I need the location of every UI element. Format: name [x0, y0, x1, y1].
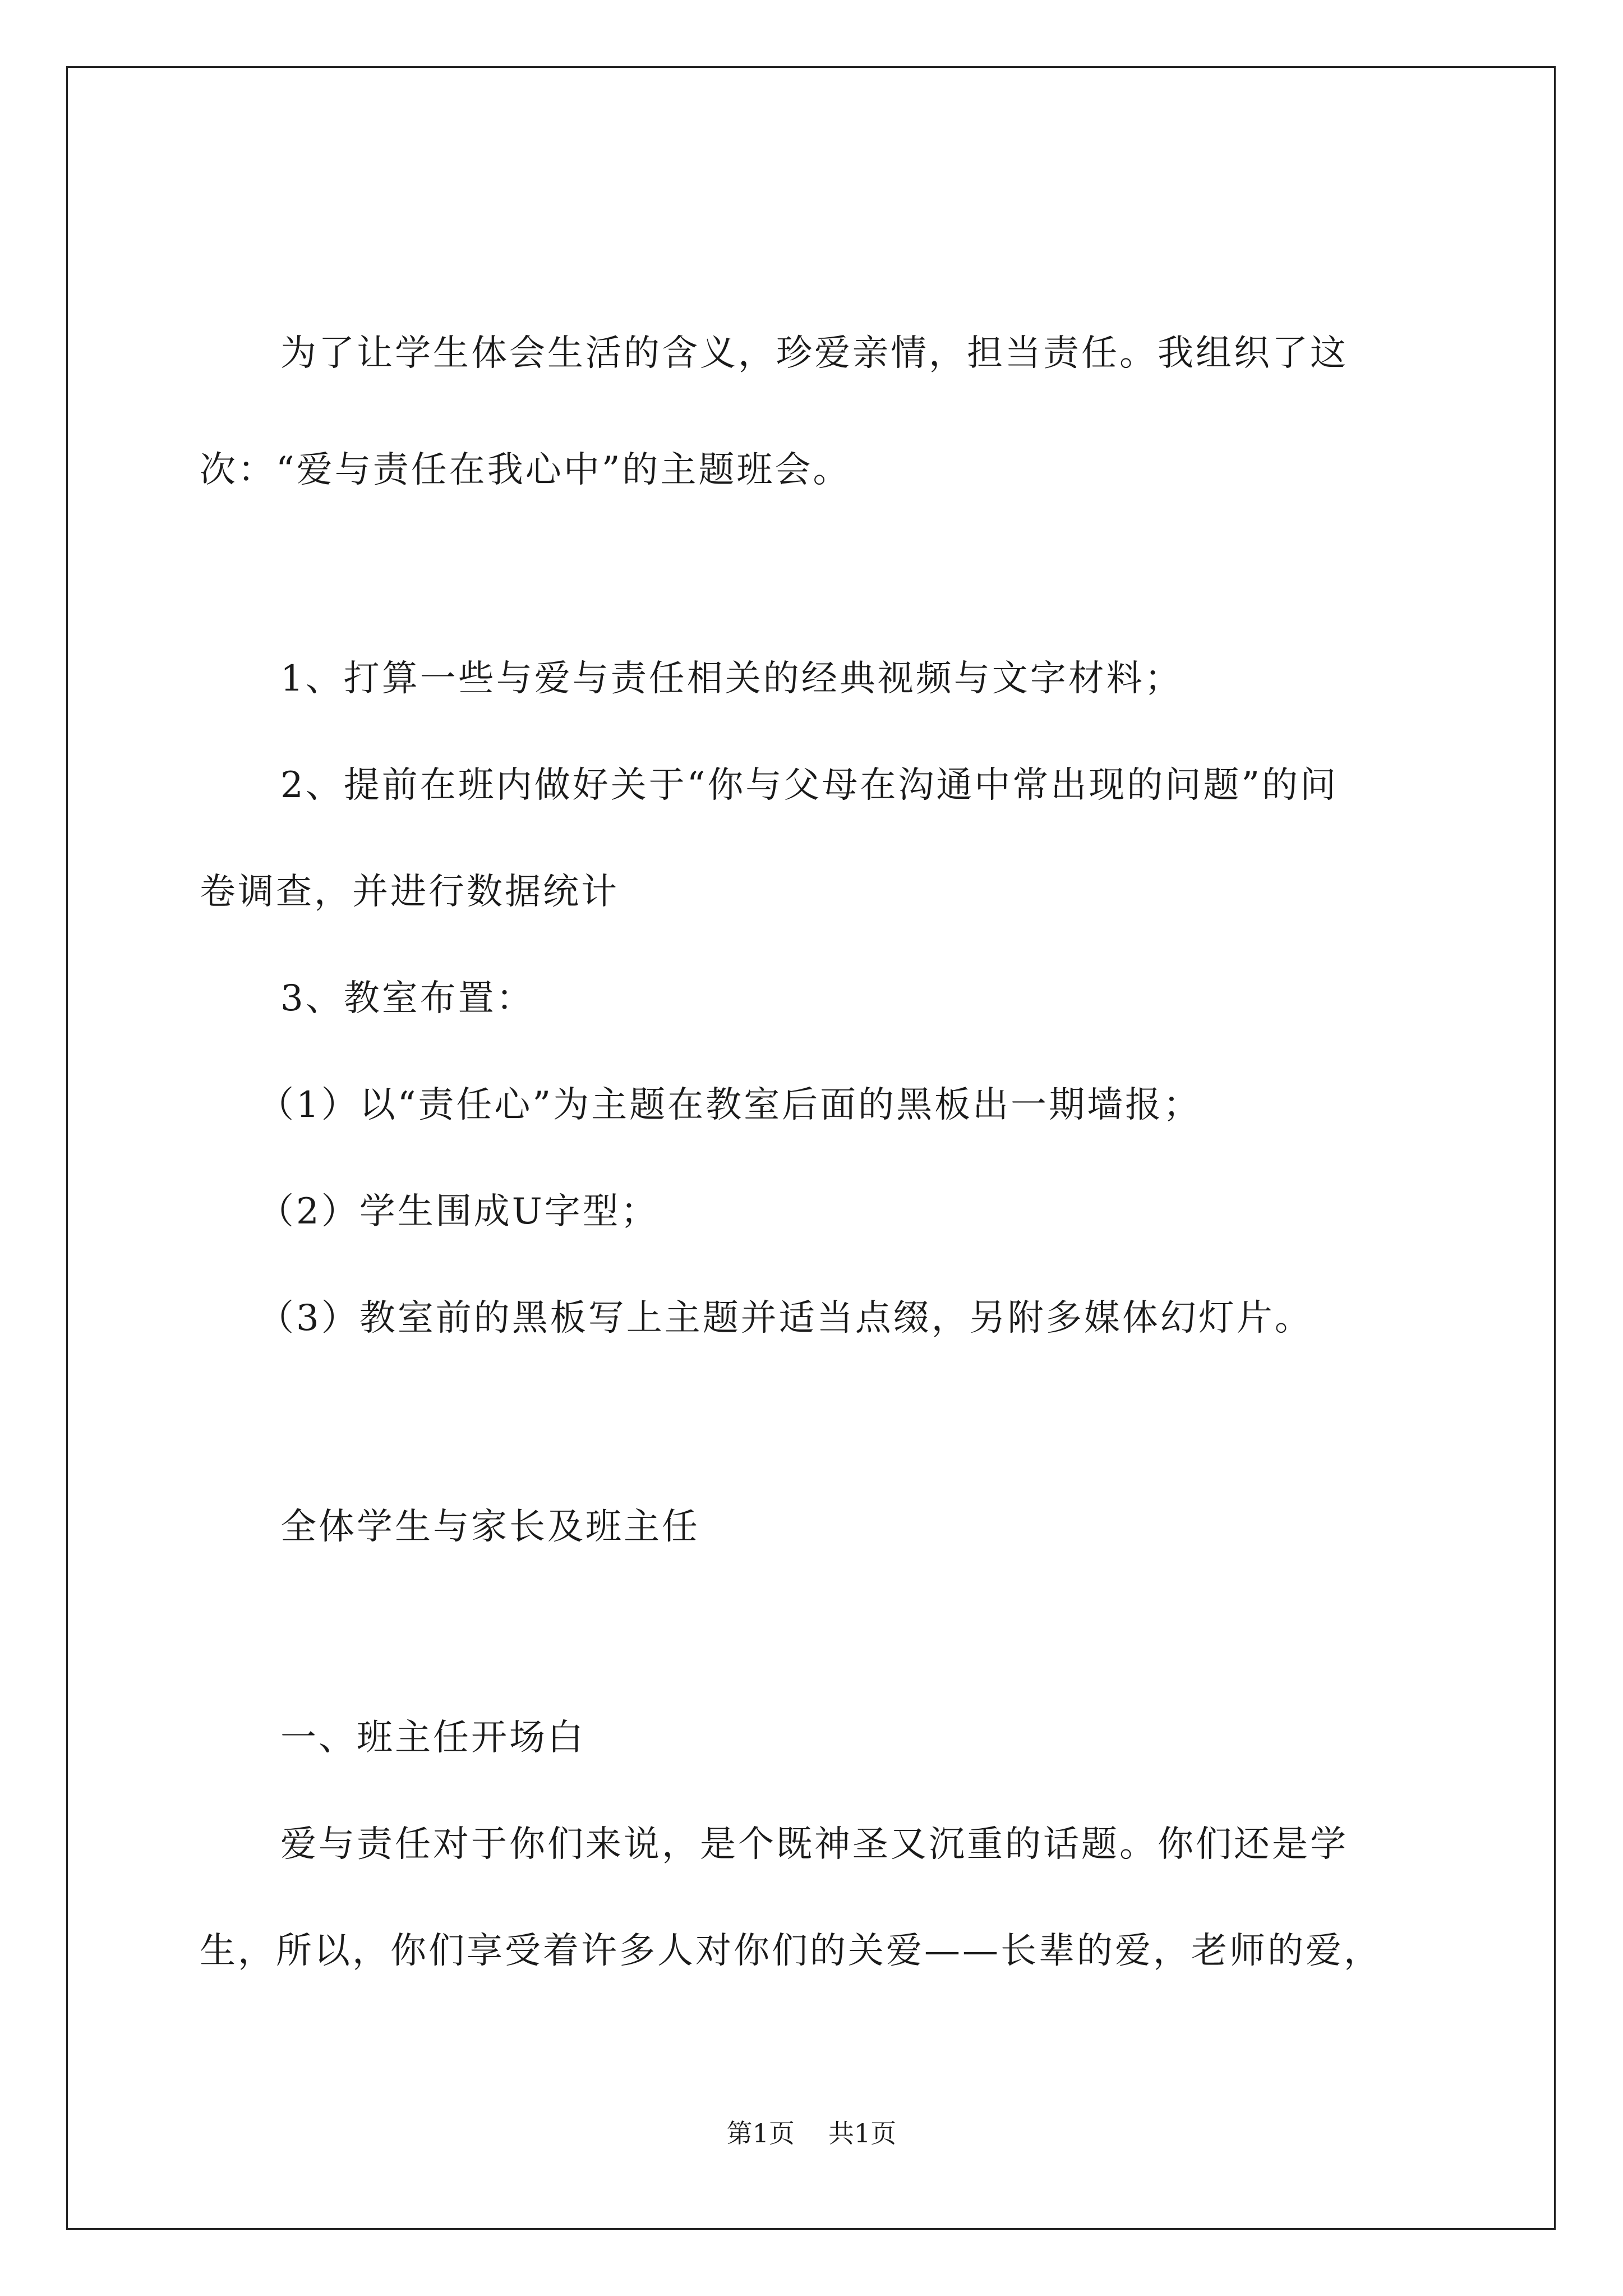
opening-paragraph-line-1: 爱与责任对于你们来说，是个既神圣又沉重的话题。你们还是学	[280, 1824, 1348, 1865]
prep-item-2-line-2: 卷调查，并进行数据统计	[200, 871, 619, 913]
section-heading-opening: 一、班主任开场白	[280, 1717, 585, 1759]
page-number-current: 第1页	[726, 2118, 795, 2148]
paragraph-intro-line-2: 次：“爱与责任在我心中”的主题班会。	[200, 449, 851, 491]
prep-subitem-2: （2）学生围成U字型；	[258, 1191, 659, 1232]
page-footer	[0, 2118, 1623, 2149]
prep-item-3: 3、教室布置：	[280, 978, 534, 1019]
prep-subitem-1: （1）以“责任心”为主题在教室后面的黑板出一期墙报；	[258, 1084, 1202, 1126]
prep-item-2-line-1: 2、提前在班内做好关于“你与父母在沟通中常出现的问题”的问	[280, 765, 1339, 806]
opening-paragraph-line-2: 生，所以，你们享受着许多人对你们的关爱——长辈的爱，老师的爱，	[200, 1930, 1382, 1972]
paragraph-intro-line-1: 为了让学生体会生活的含义，珍爱亲情，担当责任。我组织了这	[280, 333, 1348, 374]
page-border	[66, 66, 1556, 2230]
participants: 全体学生与家长及班主任	[280, 1506, 700, 1548]
page-number-total: 共1页	[828, 2118, 897, 2148]
prep-subitem-3: （3）教室前的黑板写上主题并适当点缀，另附多媒体幻灯片。	[258, 1297, 1313, 1339]
prep-item-1: 1、打算一些与爱与责任相关的经典视频与文字材料；	[280, 658, 1183, 700]
